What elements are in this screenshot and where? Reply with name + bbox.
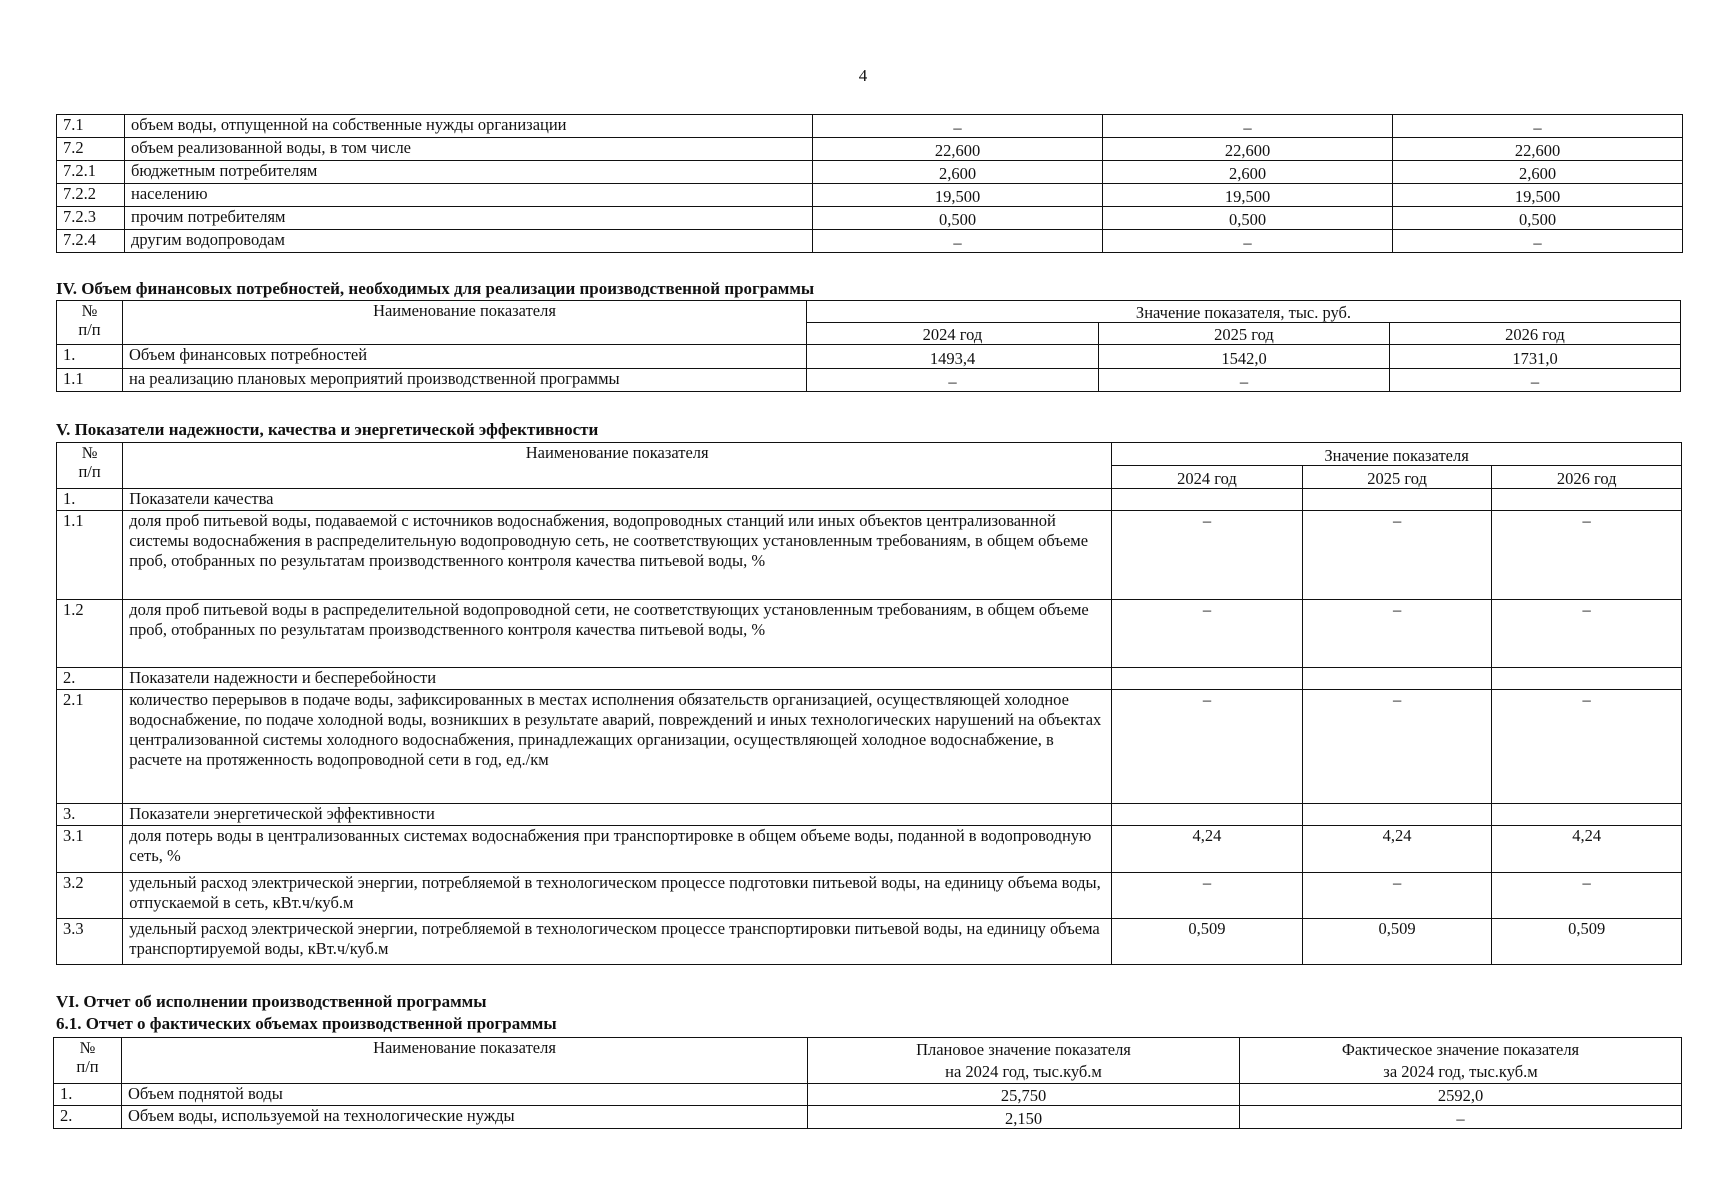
value-2024: – <box>1112 600 1303 668</box>
value-2025 <box>1302 804 1492 826</box>
value-2026: 22,600 <box>1393 138 1683 161</box>
value-2025: 0,509 <box>1302 919 1492 965</box>
value-2024: – <box>1112 690 1303 804</box>
header-number-abbr: п/п <box>76 1057 99 1076</box>
row-name: населению <box>125 184 813 207</box>
table-row <box>57 919 1682 965</box>
value-2026: 4,24 <box>1492 826 1682 873</box>
row-name: доля проб питьевой воды в распределительной водопроводной сети, не соответствующих установленным требованиям, в общем объеме проб, отобранных по результатам производственного контроля качества питьевой воды, % <box>123 600 1112 668</box>
row-number: 3.1 <box>57 826 123 873</box>
header-plan-line2: на 2024 год, тыс.куб.м <box>945 1062 1102 1081</box>
table-section5 <box>56 442 1682 965</box>
table-row <box>57 138 1683 161</box>
row-number: 1. <box>57 489 123 511</box>
value-2025: 2,600 <box>1103 161 1393 184</box>
row-name: объем воды, отпущенной на собственные нужды организации <box>125 115 813 138</box>
table-row <box>57 161 1683 184</box>
value-2025: – <box>1302 600 1492 668</box>
row-number: 3.2 <box>57 873 123 919</box>
value-2025: – <box>1302 690 1492 804</box>
row-name: Показатели энергетической эффективности <box>123 804 1112 826</box>
value-2024: – <box>1112 873 1303 919</box>
value-2025 <box>1302 489 1492 511</box>
row-name: доля проб питьевой воды, подаваемой с источников водоснабжения, водопроводных станций или иных объектов централизованной системы водоснабжения в распределительную водопроводную сеть, не соответствующих установленным требованиям, в общем объеме проб, отобранных по результатам производственного контроля качества питьевой воды, % <box>123 511 1112 600</box>
value-2025: 19,500 <box>1103 184 1393 207</box>
header-number-abbr: п/п <box>78 462 101 481</box>
value-2026: 1731,0 <box>1390 345 1681 369</box>
value-2025: 1542,0 <box>1099 345 1390 369</box>
value-2025: – <box>1302 873 1492 919</box>
header-fact-line1: Фактическое значение показателя <box>1341 1040 1580 1059</box>
header-value: Значение показателя <box>1112 443 1682 466</box>
value-2024 <box>1112 804 1303 826</box>
value-2025: 22,600 <box>1103 138 1393 161</box>
table-row <box>57 600 1682 668</box>
table-row <box>57 345 1681 369</box>
value-plan: 2,150 <box>808 1106 1240 1129</box>
value-2026: 0,500 <box>1393 207 1683 230</box>
table-row <box>57 873 1682 919</box>
value-2025: – <box>1103 230 1393 253</box>
value-2026 <box>1492 804 1682 826</box>
value-fact: 2592,0 <box>1240 1084 1682 1106</box>
header-plan <box>808 1038 1240 1084</box>
row-number: 3. <box>57 804 123 826</box>
value-2024: 2,600 <box>813 161 1103 184</box>
row-number: 3.3 <box>57 919 123 965</box>
value-2024: – <box>813 230 1103 253</box>
value-2026: – <box>1492 690 1682 804</box>
table-row <box>57 184 1683 207</box>
row-number: 7.1 <box>57 115 125 138</box>
table-row <box>54 1106 1682 1129</box>
value-2025: – <box>1302 511 1492 600</box>
table-section4 <box>56 300 1681 392</box>
table-row <box>57 826 1682 873</box>
value-2024 <box>1112 489 1303 511</box>
table-row <box>57 230 1683 253</box>
row-name: Объем воды, используемой на технологические нужды <box>122 1106 808 1129</box>
value-2025: 4,24 <box>1302 826 1492 873</box>
row-name: на реализацию плановых мероприятий производственной программы <box>123 369 807 392</box>
row-name: прочим потребителям <box>125 207 813 230</box>
header-number <box>54 1038 122 1084</box>
header-name: Наименование показателя <box>123 443 1112 489</box>
value-2025: 0,500 <box>1103 207 1393 230</box>
header-year-2024: 2024 год <box>807 323 1099 345</box>
value-2024: 19,500 <box>813 184 1103 207</box>
page-number: 4 <box>858 66 868 85</box>
header-year-2024: 2024 год <box>1112 466 1303 489</box>
header-number-abbr: п/п <box>78 320 101 339</box>
value-2024: 4,24 <box>1112 826 1303 873</box>
header-name: Наименование показателя <box>122 1038 808 1084</box>
row-number: 1. <box>57 345 123 369</box>
value-2026: – <box>1492 873 1682 919</box>
header-number-symbol: № <box>81 301 98 320</box>
table-row <box>57 668 1682 690</box>
row-name: Объем поднятой воды <box>122 1084 808 1106</box>
header-number-symbol: № <box>79 1038 96 1057</box>
row-name: другим водопроводам <box>125 230 813 253</box>
row-name: Показатели надежности и бесперебойности <box>123 668 1112 690</box>
value-2024: 1493,4 <box>807 345 1099 369</box>
value-2024: 22,600 <box>813 138 1103 161</box>
table-row <box>57 511 1682 600</box>
table-row <box>57 804 1682 826</box>
value-2026: 2,600 <box>1393 161 1683 184</box>
header-fact <box>1240 1038 1682 1084</box>
row-name: Объем финансовых потребностей <box>123 345 807 369</box>
row-name: количество перерывов в подаче воды, зафиксированных в местах исполнения обязательств организацией, осуществляющей холодное водоснабжение, по подаче холодной воды, возникших в результате аварий, повреждений и иных технологических нарушений на объектах централизованной системы холодного водоснабжения, принадлежащих организации, осуществляющей холодное водоснабжение, в расчете на протяженность водопроводной сети в год, ед./км <box>123 690 1112 804</box>
row-name: доля потерь воды в централизованных системах водоснабжения при транспортировке в общем объеме воды, поданной в водопроводную сеть, % <box>123 826 1112 873</box>
section4-title: IV. Объем финансовых потребностей, необходимых для реализации производственной программы <box>56 279 815 298</box>
row-number: 1. <box>54 1084 122 1106</box>
row-number: 2. <box>57 668 123 690</box>
row-name: удельный расход электрической энергии, потребляемой в технологическом процессе подготовки питьевой воды, на единицу объема воды, отпускаемой в сеть, кВт.ч/куб.м <box>123 873 1112 919</box>
table-section3-continuation <box>56 114 1683 253</box>
table-row <box>57 115 1683 138</box>
value-2024: – <box>813 115 1103 138</box>
row-number: 7.2.3 <box>57 207 125 230</box>
value-2026: – <box>1390 369 1681 392</box>
value-2026: – <box>1492 600 1682 668</box>
value-plan: 25,750 <box>808 1084 1240 1106</box>
value-2026: 0,509 <box>1492 919 1682 965</box>
section6-title: VI. Отчет об исполнении производственной программы <box>56 992 487 1011</box>
row-number: 2.1 <box>57 690 123 804</box>
header-year-2026: 2026 год <box>1390 323 1681 345</box>
value-2024 <box>1112 668 1303 690</box>
row-number: 2. <box>54 1106 122 1129</box>
row-number: 7.2 <box>57 138 125 161</box>
value-2025: – <box>1103 115 1393 138</box>
row-name: Показатели качества <box>123 489 1112 511</box>
value-2026 <box>1492 489 1682 511</box>
value-2024: – <box>1112 511 1303 600</box>
value-2026: – <box>1492 511 1682 600</box>
table-section6 <box>53 1037 1682 1129</box>
header-number-symbol: № <box>81 443 98 462</box>
table-row <box>54 1084 1682 1106</box>
value-2026: 19,500 <box>1393 184 1683 207</box>
header-plan-line1: Плановое значение показателя <box>916 1040 1131 1059</box>
header-year-2026: 2026 год <box>1492 466 1682 489</box>
row-number: 7.2.4 <box>57 230 125 253</box>
section6-subtitle: 6.1. Отчет о фактических объемах производственной программы <box>56 1014 557 1033</box>
section5-title: V. Показатели надежности, качества и энергетической эффективности <box>56 420 599 439</box>
row-name: бюджетным потребителям <box>125 161 813 184</box>
header-value: Значение показателя, тыс. руб. <box>807 301 1681 323</box>
row-number: 7.2.2 <box>57 184 125 207</box>
header-number <box>57 443 123 489</box>
value-2024: 0,500 <box>813 207 1103 230</box>
table-row <box>57 489 1682 511</box>
table-row <box>57 690 1682 804</box>
value-2026: – <box>1393 115 1683 138</box>
value-2024: 0,509 <box>1112 919 1303 965</box>
row-number: 7.2.1 <box>57 161 125 184</box>
row-number: 1.1 <box>57 369 123 392</box>
row-number: 1.1 <box>57 511 123 600</box>
table-row <box>57 369 1681 392</box>
value-2025: – <box>1099 369 1390 392</box>
value-2026 <box>1492 668 1682 690</box>
header-number <box>57 301 123 345</box>
row-number: 1.2 <box>57 600 123 668</box>
value-fact: – <box>1240 1106 1682 1129</box>
header-year-2025: 2025 год <box>1099 323 1390 345</box>
header-fact-line2: за 2024 год, тыс.куб.м <box>1383 1062 1538 1081</box>
header-name: Наименование показателя <box>123 301 807 345</box>
header-year-2025: 2025 год <box>1302 466 1492 489</box>
value-2025 <box>1302 668 1492 690</box>
row-name: удельный расход электрической энергии, потребляемой в технологическом процессе транспортировки питьевой воды, на единицу объема транспортируемой воды, кВт.ч/куб.м <box>123 919 1112 965</box>
row-name: объем реализованной воды, в том числе <box>125 138 813 161</box>
value-2024: – <box>807 369 1099 392</box>
table-row <box>57 207 1683 230</box>
value-2026: – <box>1393 230 1683 253</box>
